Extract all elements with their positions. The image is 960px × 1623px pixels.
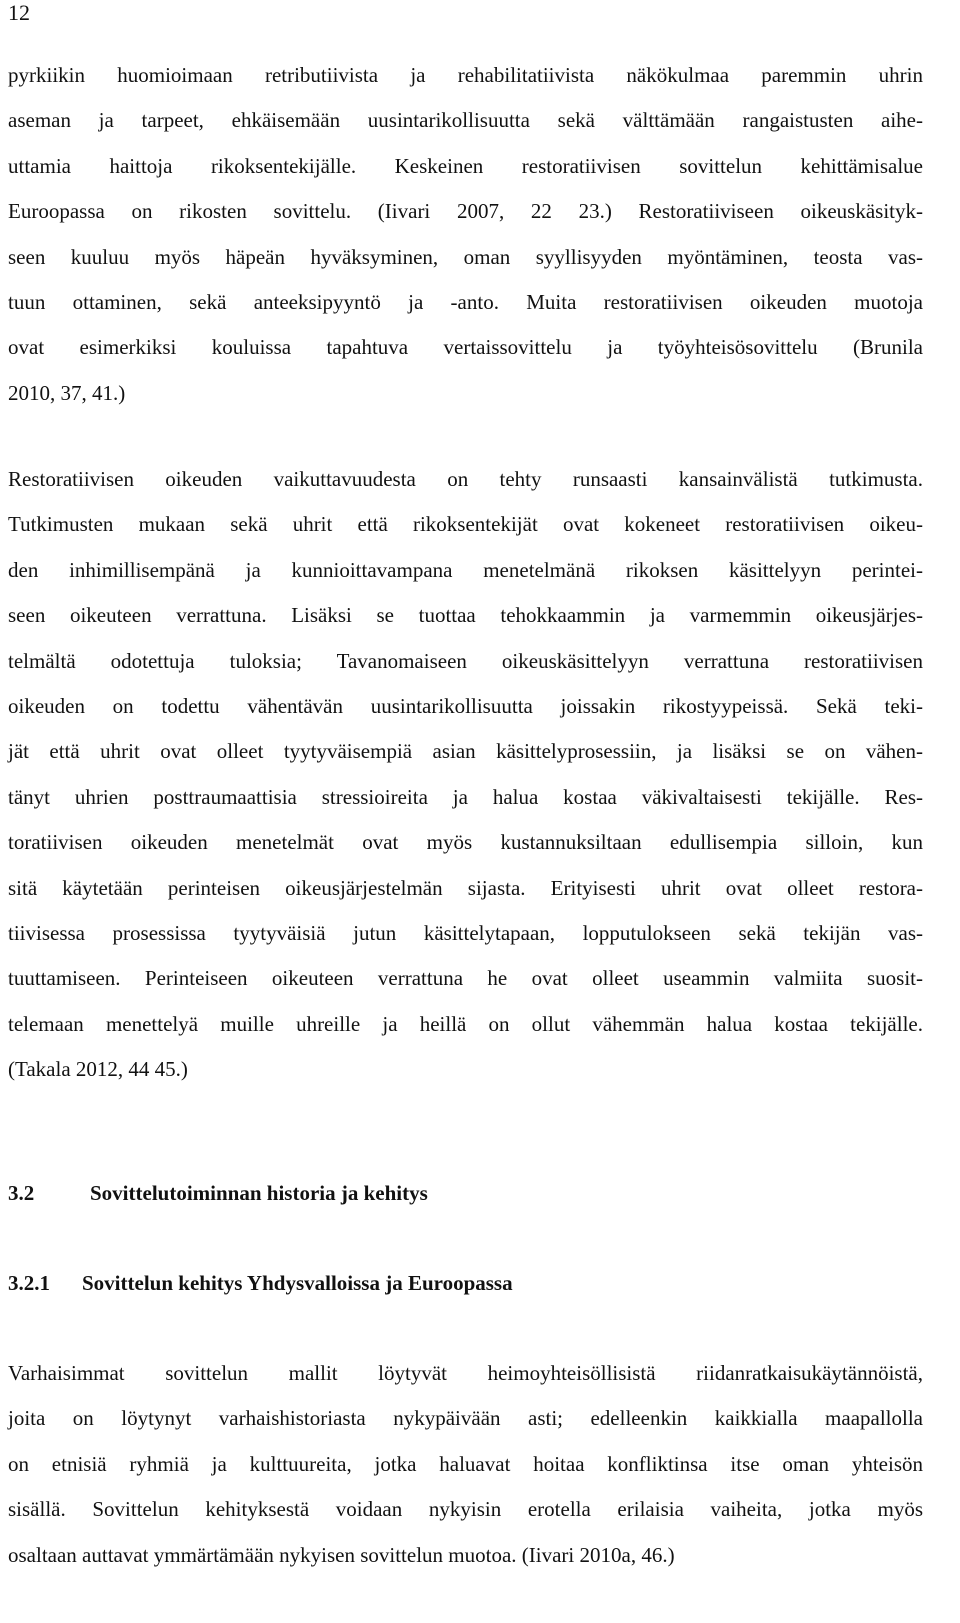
text-line: on etnisiä ryhmiä ja kulttuureita, jotka haluavat hoitaa konfliktinsa itse oman yhteisön <box>8 1451 923 1476</box>
text-line: seen kuuluu myös häpeän hyväksyminen, oman syyllisyyden myöntäminen, teosta vas- <box>8 244 923 269</box>
text-line: osaltaan auttavat ymmärtämään nykyisen sovittelun muotoa. (Iivari 2010a, 46.) <box>8 1542 675 1567</box>
text-line: seen oikeuteen verrattuna. Lisäksi se tuottaa tehokkaammin ja varmemmin oikeusjärjes- <box>8 603 923 628</box>
body-paragraph-2 <box>8 457 923 1092</box>
text-line: Euroopassa on rikosten sovittelu. (Iivari 2007, 22 23.) Restoratiiviseen oikeuskäsityk- <box>8 199 923 224</box>
page-number: 12 <box>8 0 30 25</box>
text-line: tuuttamiseen. Perinteiseen oikeuteen verrattuna he ovat olleet useammin valmiita suosit- <box>8 966 923 991</box>
section-title: Sovittelutoiminnan historia ja kehitys <box>90 1181 428 1205</box>
body-paragraph-1 <box>8 53 923 416</box>
text-line: sitä käytetään perinteisen oikeusjärjestelmän sijasta. Erityisesti uhrit ovat olleet restora- <box>8 875 923 900</box>
text-line: toratiivisen oikeuden menetelmät ovat myös kustannuksiltaan edullisempia silloin, kun <box>8 830 923 855</box>
text-line: telmältä odotettuja tuloksia; Tavanomaiseen oikeuskäsittelyyn verrattuna restoratiivisen <box>8 648 923 673</box>
subsection-heading <box>8 1268 513 1298</box>
text-line: Restoratiivisen oikeuden vaikuttavuudesta on tehty runsaasti kansainvälistä tutkimusta. <box>8 467 923 491</box>
text-line: telemaan menettelyä muille uhreille ja heillä on ollut vähemmän halua kostaa tekijälle. <box>8 1011 923 1036</box>
text-line: jät että uhrit ovat olleet tyytyväisempiä asian käsittelyprosessiin, ja lisäksi se on vähen- <box>8 739 923 764</box>
text-line: tänyt uhrien posttraumaattisia stressioireita ja halua kostaa väkivaltaisesti tekijälle. Res- <box>8 784 923 809</box>
text-line: tuun ottaminen, sekä anteeksipyyntö ja -anto. Muita restoratiivisen oikeuden muotoja <box>8 289 923 314</box>
text-line: pyrkiikin huomioimaan retributiivista ja rehabilitatiivista näkökulmaa paremmin uhrin <box>8 63 923 87</box>
section-number: 3.2 <box>8 1181 35 1205</box>
text-line: oikeuden on todettu vähentävän uusintarikollisuutta joissakin rikostyypeissä. Sekä teki- <box>8 693 923 718</box>
body-paragraph-3 <box>8 1351 923 1578</box>
text-line: joita on löytynyt varhaishistoriasta nykypäivään asti; edelleenkin kaikkialla maapallolla <box>8 1406 923 1431</box>
text-line: (Takala 2012, 44 45.) <box>8 1057 188 1082</box>
text-line: den inhimillisempänä ja kunnioittavampana menetelmänä rikoksen käsittelyyn perintei- <box>8 557 923 582</box>
subsection-title: Sovittelun kehitys Yhdysvalloissa ja Euroopassa <box>82 1271 513 1295</box>
subsection-number: 3.2.1 <box>8 1271 50 1295</box>
text-line: Tutkimusten mukaan sekä uhrit että rikoksentekijät ovat kokeneet restoratiivisen oikeu- <box>8 512 923 537</box>
text-line: ovat esimerkiksi kouluissa tapahtuva vertaissovittelu ja työyhteisösovittelu (Brunila <box>8 335 923 360</box>
text-line: aseman ja tarpeet, ehkäisemään uusintarikollisuutta sekä välttämään rangaistusten aihe- <box>8 108 923 133</box>
text-line: Varhaisimmat sovittelun mallit löytyvät heimoyhteisöllisistä riidanratkaisukäytännöistä, <box>8 1361 923 1385</box>
text-line: sisällä. Sovittelun kehityksestä voidaan nykyisin erotella erilaisia vaiheita, jotka myös <box>8 1497 923 1522</box>
text-line: uttamia haittoja rikoksentekijälle. Keskeinen restoratiivisen sovittelun kehittämisalue <box>8 153 923 178</box>
text-line: 2010, 37, 41.) <box>8 380 126 405</box>
section-heading <box>8 1178 428 1208</box>
text-line: tiivisessa prosessissa tyytyväisiä jutun käsittelytapaan, lopputulokseen sekä tekijän vas- <box>8 920 923 945</box>
